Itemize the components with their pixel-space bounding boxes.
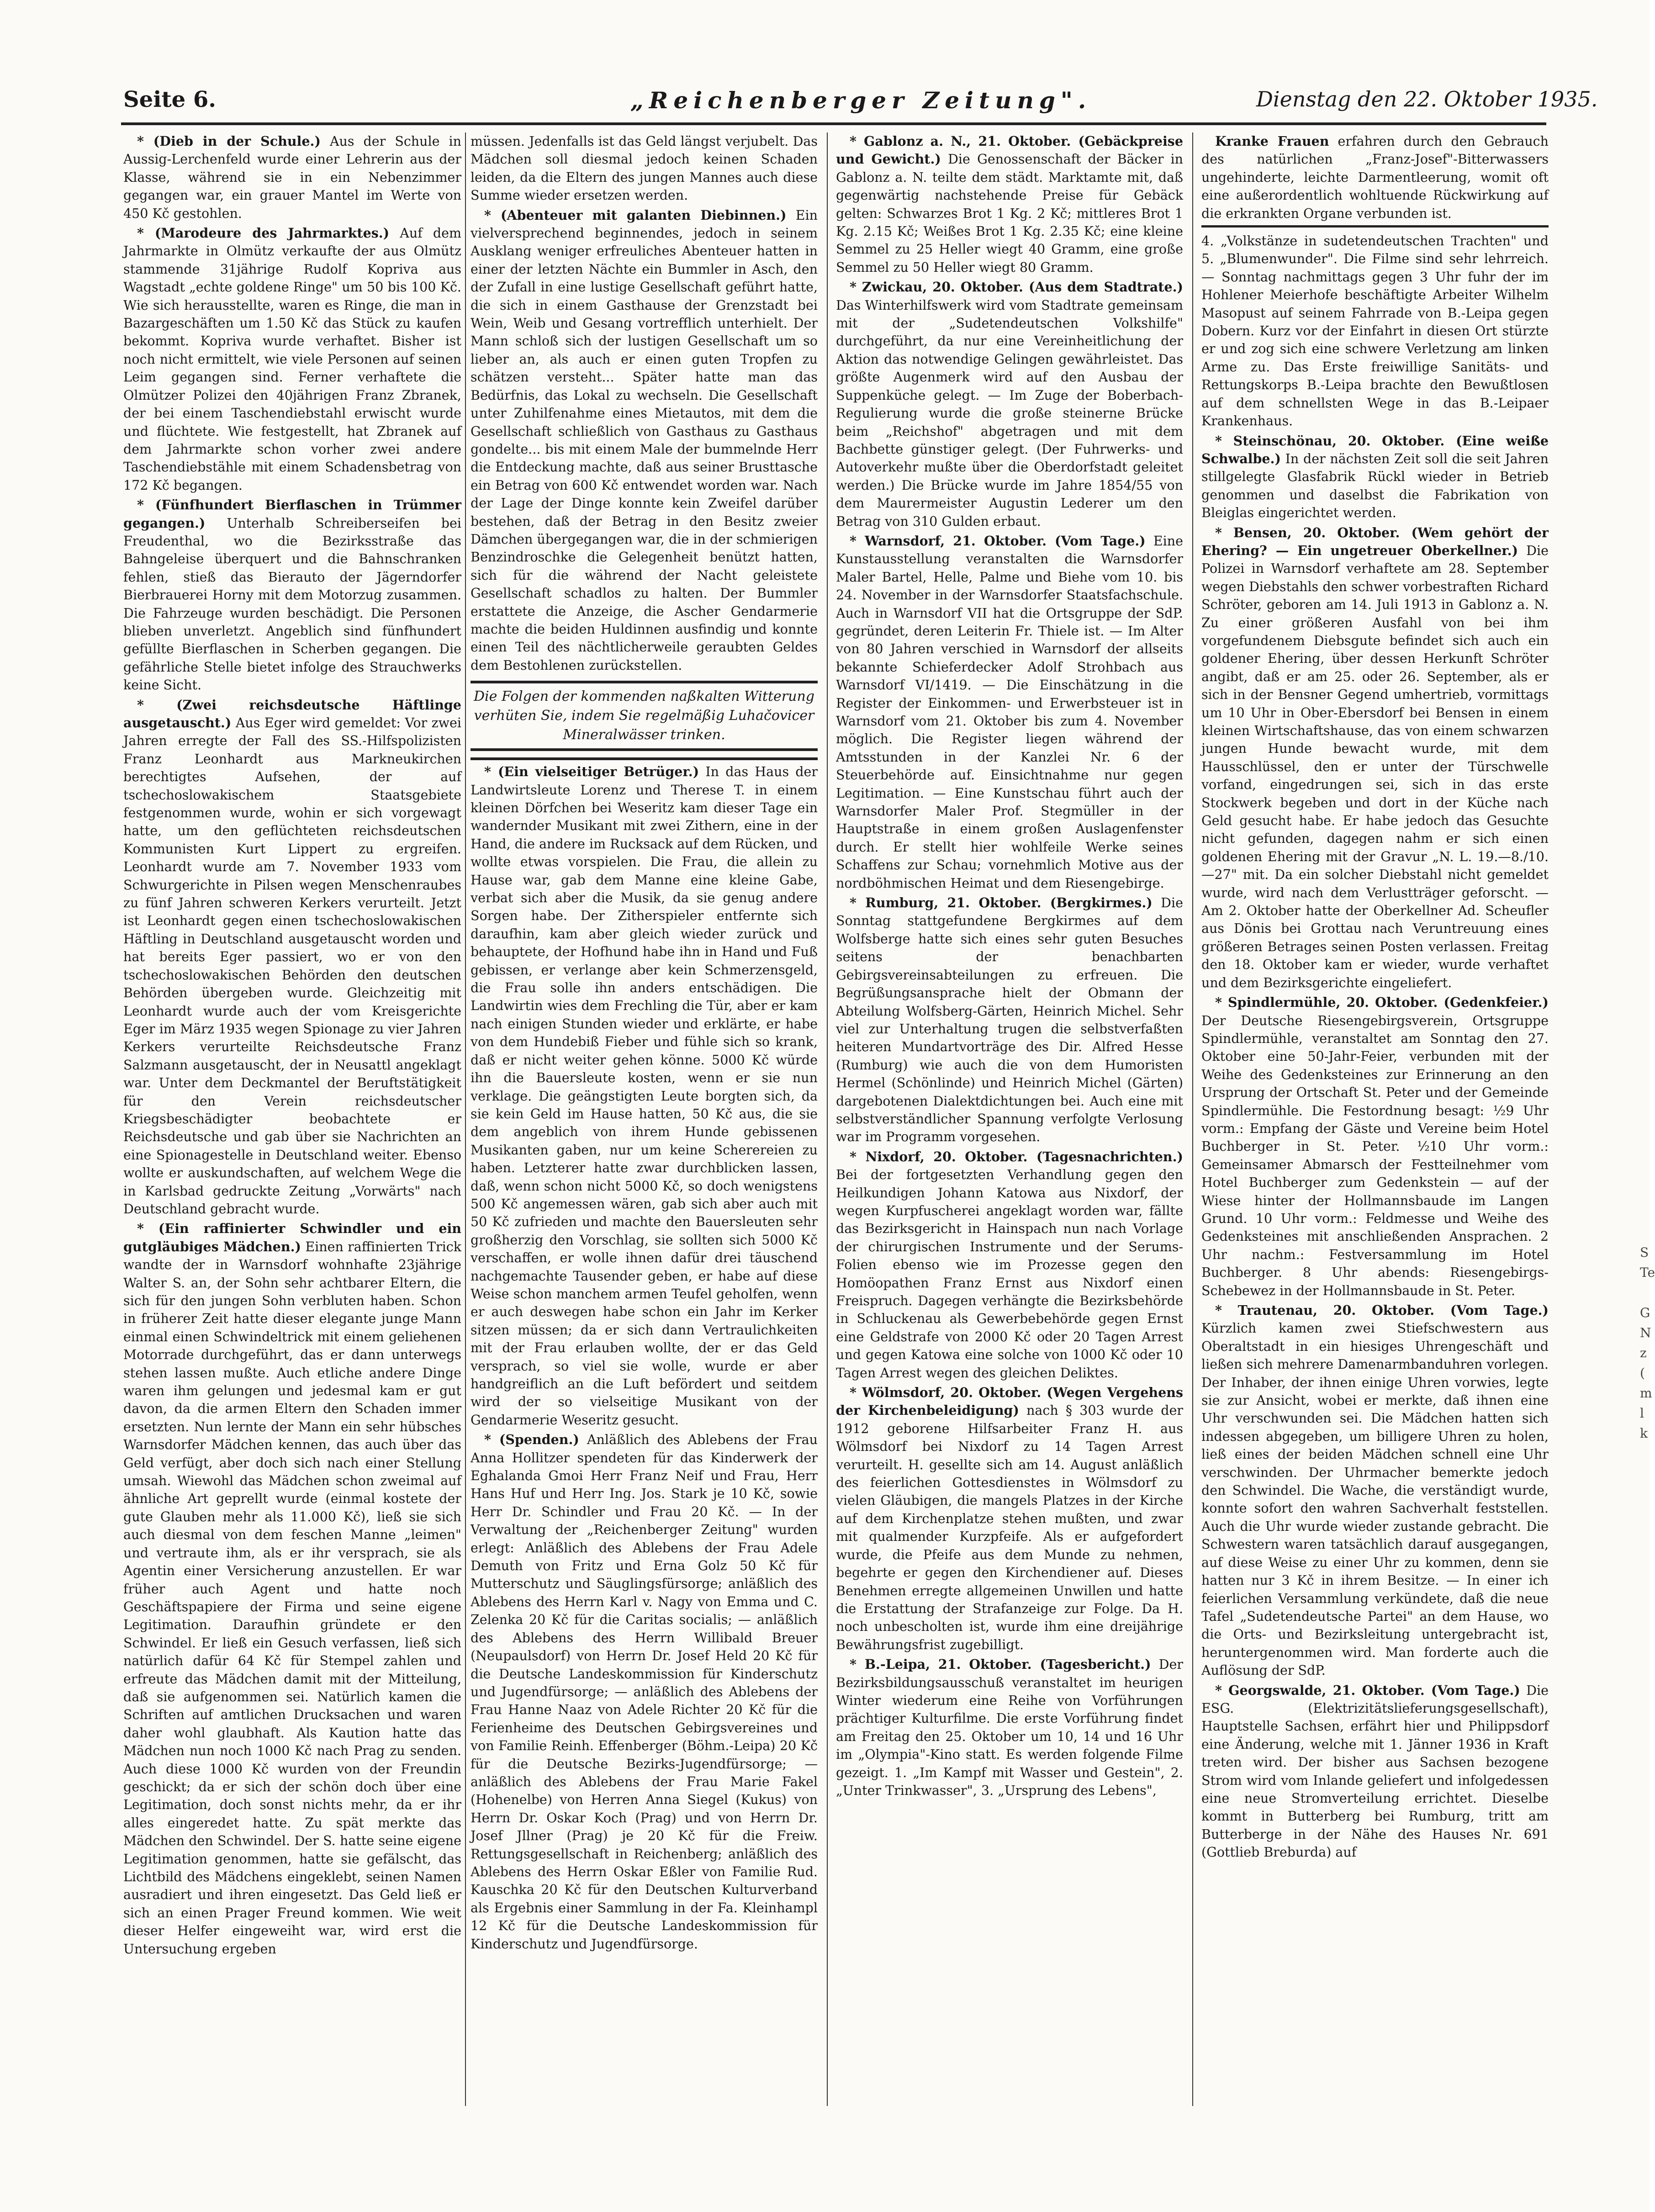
issue-date: Dienstag den 22. Oktober 1935. bbox=[1256, 87, 1598, 111]
article-body: nach § 303 wurde der 1912 geborene Hilfsarbeiter Franz H. aus Wölmsdorf bei Nixdorf zu 14 Tagen Arrest verurteilt. H. gesellte sich am 14. August anläßlich des feierlichen Gottesdienstes in Wölmsdorf zu vielen Gläubigen, die mangels Platzes in der Kirche auf dem Kirchenplatze stehen mußten, und zwar mit qualmender Kurzpfeife. Als er aufgefordert wurde, die Pfeife aus dem Munde zu nehmen, begehrte er gegen den Kirchendiener auf. Dieses Benehmen erregte allgemeinen Unwillen und hatte die Erstattung der Strafanzeige zur Folge. Da H. noch unbescholten ist, wurde ihm eine dreijährige Bewährungsfrist zugebilligt. bbox=[836, 1403, 1184, 1652]
article-body: In das Haus der Landwirtsleute Lorenz und Therese T. in einem kleinen Dörfchen bei Weseritz kam dieser Tage ein wandernder Musikant mit zwei Zithern, eine in der Hand, die andere im Rucksack auf dem Rücken, und wollte etwas vorspielen. Die Frau, die allein zu Hause war, gab dem Manne eine kleine Gabe, verbat sich aber die Musik, da sie genug andere Sorgen habe. Der Zitherspieler entfernte sich daraufhin, kam aber gleich wieder zurück und behauptete, der Hofhund habe ihn in Hand und Fuß gebissen, er verlange aber kein Schmerzensgeld, die Frau solle ihn anders entschädigen. Die Landwirtin wies dem Frechling die Tür, aber er kam nach einigen Stunden wieder und erklärte, er habe von dem Hundebiß Fieber und fühle sich so krank, daß er nicht weiter gehen könne. 5000 Kč würde ihn die Bauersleute kosten, wenn er sie nun verklage. Die geängstigten Leute borgten sich, da sie kein Geld im Hause hatten, 50 Kč aus, die sie dem angeblich von ihrem Hunde gebissenen Musikanten gaben, nur um keine Scherereien zu haben. Letzterer hatte zwar durchblicken lassen, daß, wenn schon nicht 5000 Kč, so doch wenigstens 500 Kč angemessen wären, gab sich aber auch mit 50 Kč zufrieden und machte den Bauersleuten sehr großherzig den Vorschlag, sie sollten sich 5000 Kč verschaffen, er wolle ihnen dafür drei täuschend nachgemachte Tausender geben, er habe auf diese Weise schon manchem armen Teufel geholfen, wenn er auch deswegen habe schon ein Jahr im Kerker sitzen müssen; da er sich dann Vertraulichkeiten mit der Frau erlauben wollte, der er das Geld versprach, so viel sie wolle, wurde er aber handgreiflich an die Luft befördert und seitdem wird der so vielseitige Musikant von der Gendarmerie Weseritz gesucht. bbox=[471, 764, 818, 1428]
column-2 bbox=[471, 132, 818, 2120]
page-header bbox=[0, 87, 1650, 119]
article-paragraph bbox=[471, 1431, 818, 1953]
news-article bbox=[1201, 232, 1549, 430]
news-article bbox=[471, 132, 818, 205]
article-paragraph bbox=[836, 1656, 1183, 1799]
news-article bbox=[471, 763, 818, 1429]
article-headline: * (Marodeure des Jahrmarktes.) bbox=[137, 225, 390, 241]
news-article bbox=[1201, 1302, 1549, 1680]
article-paragraph bbox=[836, 532, 1183, 892]
article-body: Bei der fortgesetzten Verhandlung gegen den Heilkundigen Johann Katowa aus Nixdorf, der wegen Kurpfuscherei angeklagt worden war, fällte das Bezirksgericht in Hainspach nun nach Vorlage der chirurgischen Instrumente und der Serums-Folien ebenso wie im Prozesse gegen den Homöopathen Franz Ernst aus Nixdorf einen Freispruch. Dagegen verhängte die Bezirksbehörde in Schluckenau als Gewerbebehörde gegen Ernst eine Geldstrafe von 2000 Kč oder 20 Tagen Arrest und gegen Katowa eine solche von 1000 Kč oder 10 Tagen Arrest wegen des gleichen Deliktes. bbox=[836, 1167, 1183, 1381]
column-rule bbox=[827, 132, 828, 2106]
article-body: Das Winterhilfswerk wird vom Stadtrate gemeinsam mit der „Sudetendeutschen Volkshilfe" durchgeführt, da nur eine Vereinheitlichung der Aktion das notwendige Gelingen gewährleistet. Das größte Augenmerk wird auf den Ausbau der Suppenküche gelegt. — Im Zuge der Boberbach-Regulierung wurde die große steinerne Brücke beim „Reichshof" abgetragen und mit dem Bachbette günstiger gelegt. (Der Fuhrwerks- und Autoverkehr mußte über die Oberdorfstadt geleitet werden.) Die Brücke wurde im Jahre 1854/55 von dem Maurermeister Augustin Lederer um den Betrag von 310 Gulden erbaut. bbox=[836, 297, 1183, 529]
article-headline: * (Abenteuer mit galanten Diebinnen.) bbox=[484, 207, 787, 223]
article-headline: * Georgswalde, 21. Oktober. (Vom Tage.) bbox=[1215, 1682, 1520, 1698]
article-paragraph bbox=[1201, 132, 1549, 222]
article-paragraph bbox=[123, 496, 461, 694]
newspaper-title: „Reichenberger Zeitung". bbox=[630, 87, 1092, 114]
article-paragraph bbox=[1201, 432, 1549, 522]
article-headline: * Rumburg, 21. Oktober. (Bergkirmes.) bbox=[850, 895, 1153, 911]
news-article bbox=[836, 532, 1183, 892]
news-article bbox=[123, 496, 461, 694]
news-article bbox=[123, 224, 461, 494]
article-headline: * (Ein vielseitiger Betrüger.) bbox=[484, 764, 699, 780]
article-body: Die ESG. (Elektrizitätslieferungsgesellschaft), Hauptstelle Sachsen, erfährt hier und Philippsdorf eine Änderung, welche mit 1. Jänner 1936 in Kraft treten wird. Der bisher aus Sachsen bezogene Strom wird vom Inlande geliefert und infolgedessen eine neue Stromverteilung errichtet. Dieselbe kommt in Butterberg bei Rumburg, tritt am Butterberge in der Nähe des Hauses Nr. 691 (Gottlieb Breburda) auf bbox=[1201, 1683, 1549, 1860]
article-paragraph bbox=[471, 132, 818, 205]
article-headline: * B.-Leipa, 21. Oktober. (Tagesbericht.) bbox=[850, 1656, 1151, 1672]
article-headline: * Wölmsdorf, 20. Oktober. (Wegen Vergehens der Kirchenbeleidigung) bbox=[836, 1385, 1183, 1418]
adjacent-page-edge: S Te G N z ( m l k bbox=[1640, 1245, 1655, 1441]
article-body: Anläßlich des Ablebens der Frau Anna Hollitzer spendeten für das Kinderwerk der Eghalanda Gmoi Herr Franz Neif und Frau, Herr Hans Huf und Herr Ing. Jos. Stark je 10 Kč, sowie Herr Dr. Schindler und Frau 20 Kč. — In der Verwaltung der „Reichenberger Zeitung" wurden erlegt: Anläßlich des Ablebens der Frau Adele Demuth von Fritz und Erna Golz 50 Kč für Mutterschutz und Säuglingsfürsorge; anläßlich des Ablebens des Herrn Karl v. Nagy von Emma und C. Zelenka 20 Kč für die Caritas socialis; — anläßlich des Ablebens des Herrn Willibald Breuer (Neupaulsdorf) von Herrn Dr. Josef Held 20 Kč für die Deutsche Landeskommission für Kinderschutz und Jugendfürsorge; — anläßlich des Ablebens der Frau Hanne Naaz von Adele Richter 20 Kč für die Ferienheime des Deutschen Gebirgsvereines und von Familie Reinh. Effenberger (Böhm.-Leipa) 20 Kč für die Deutsche Bezirks-Jugendfürsorge; — anläßlich des Ablebens der Frau Marie Fakel (Hohenelbe) von Herren Anna Siegel (Kukus) von Herrn Dr. Oskar Koch (Prag) und von Herrn Dr. Josef Jllner (Prag) je 20 Kč für die Freiw. Rettungsgesellschaft in Reichenberg; anläßlich des Ablebens des Herrn Oskar Eßler von Familie Rud. Kauschka 20 Kč für den Deutschen Kulturverband als Ergebnis einer Sammlung in der Fa. Kleinhampl 12 Kč für die Deutsche Landeskommission für Kinderschutz und Jugendfürsorge. bbox=[471, 1432, 818, 1952]
article-headline: * (Dieb in der Schule.) bbox=[137, 133, 321, 149]
news-article bbox=[1201, 1682, 1549, 1862]
news-article bbox=[123, 132, 461, 222]
section-rule bbox=[471, 757, 818, 760]
article-body: Auf dem Jahrmarkte in Olmütz verkaufte der aus Olmütz stammende 31jährige Rudolf Kopriva aus Wagstadt „echte goldene Ringe" um 50 bis 100 Kč. Wie sich herausstellte, waren es Ringe, die man in Bazargeschäften um 1.50 Kč das Stück zu kaufen bekommt. Kopriva wurde verhaftet. Bisher ist noch nicht ermittelt, wie viele Personen auf seinen Leim gegangen sind. Ferner verhaftete die Olmützer Polizei den 40jährigen Franz Zbranek, der bei einem Taschendiebstahl erwischt wurde und flüchtete. Wie festgestellt, hat Zbranek auf dem Jahrmarkte schon vorher zwei andere Taschendiebstähle mit einem Schadensbetrag von 172 Kč begangen. bbox=[123, 226, 461, 493]
article-paragraph bbox=[123, 224, 461, 494]
article-paragraph bbox=[471, 763, 818, 1429]
article-headline: * Gablonz a. N., 21. Oktober. (Gebäckpreise und Gewicht.) bbox=[836, 133, 1183, 167]
article-body: Einen raffinierten Trick wandte der in Warnsdorf wohnhafte 23jährige Walter S. an, der Sohn sehr achtbarer Eltern, die sich für den jungen Sohn verbluten haben. Schon in früherer Zeit hatte dieser elegante junge Mann einmal einen Schwindeltrick mit einem geliehenen Motorrade durchgeführt, das er dann unterwegs stehen lassen mußte. Auch etliche andere Dinge waren ihm gelungen und jedesmal kam er gut davon, da die armen Eltern den Schaden immer ersetzten. Nun lernte der Mann ein sehr hübsches Warnsdorfer Mädchen kennen, das auch über das Geld verfügt, aber doch sich nach einer Stellung umsah. Wiewohl das Mädchen schon zweimal auf ähnliche Art geprellt wurde (einmal kostete der gute Glauben mehr als 11.000 Kč), ließ sie sich auch diesmal von dem feschen Manne „leimen" und vertraute ihm, als er ihr versprach, sie als Agentin einer Versicherung anzustellen. Er war früher auch Agent und hatte noch Geschäftspapiere der Firma und seine eigene Legitimation. Daraufhin gründete er den Schwindel. Er ließ ein Gesuch verfassen, ließ sich natürlich dafür 64 Kč für Stempel zahlen und erfreute das Mädchen damit mit der Mitteilung, daß sie aufgenommen sei. Natürlich kamen die Schriften auf amtlichen Drucksachen und waren daher wohl glaubhaft. Als Kaution hatte das Mädchen nun noch 1000 Kč nach Prag zu senden. Auch diese 1000 Kč wurden von der Freundin geschickt; da er sich der schön doch über eine Legitimation, doch sonst nichts mehr, da er ihr alles eingeredet hatte. Zu spät merkte das Mädchen den Schwindel. Der S. hatte seine eigene Legitimation genommen, hatte sie gefälscht, das Lichtbild des Mädchens eingeklebt, seinen Namen ausradiert und ihren eingesetzt. Das Geld ließ er sich an einen Prager Freund kommen. Wie weit dieser Helfer eingeweiht war, wird erst die Untersuchung ergeben bbox=[123, 1239, 461, 1957]
article-body: Kürzlich kamen zwei Stiefschwestern aus Oberaltstadt in ein hiesiges Uhrengeschäft und ließen sich mehrere Damenarmbanduhren vorlegen. Der Inhaber, der ihnen einige Uhren vorwies, legte sie zur Ansicht, wobei er merkte, daß ihnen eine Uhr verschwunden sei. Die Mädchen hatten sich indessen abgegeben, um billigere Uhren zu holen, ließ eines der beiden Mädchen schnell eine Uhr verschwinden. Der Uhrmacher bemerkte jedoch den Schwindel. Die Wache, die verständigt wurde, konnte sofort den wahren Sachverhalt feststellen. Auch die Uhr wurde wieder zustande gebracht. Die Schwestern waren tatsächlich darauf ausgegangen, auf diese Weise zu einer Uhr zu kommen, denn sie hatten nur 3 Kč in ihrem Besitze. — In einer ich feierlichen Versammlung verkündete, daß die neue Tafel „Sudetendeutsche Partei" an dem Hause, wo die Orts- und Bezirksleitung untergebracht ist, heruntergenommen wird. Man forderte auch die Auflösung der SdP. bbox=[1201, 1321, 1549, 1678]
article-paragraph bbox=[1201, 1302, 1549, 1680]
article-headline: * (Fünfhundert Bierflaschen in Trümmer gegangen.) bbox=[123, 497, 461, 531]
article-body: Die Polizei in Warnsdorf verhaftete am 28. September wegen Diebstahls den schwer vorbestraften Richard Schröter, geboren am 14. Juli 1913 in Gablonz a. N. Zu einer größeren Ausfahl von bei ihm vorgefundenem Diebsgute befindet sich auch ein goldener Ehering, über dessen Herkunft Schröter angibt, daß er am 25. oder 26. September, als er sich in der Bensner Gegend umhertrieb, vormittags um 10 Uhr in Ober-Ebersdorf bei Bensen in einem kleinen Wirtschaftshause, das von einem schwarzen jungen Hunde bewacht wurde, mit dem Hausschlüssel, den er unter der Türschwelle vorfand, eingedrungen sei, sich in das erste Stockwerk begeben und dort in der Küche nach Geld gesucht habe. Er habe jedoch das Gesuchte nicht gefunden, dagegen nahm er sich einen goldenen Ehering mit der Gravur „N. L. 19.—8./10.—27" mit. Da ein solcher Diebstahl nicht gemeldet wurde, wird nach dem Verlustträger geforscht. — Am 2. Oktober hatte der Oberkellner Ad. Scheufler aus Dönis bei Grottau nach Veruntreuung eines größeren Betrages seinen Posten verlassen. Freitag den 18. Oktober kam er wieder, wurde verhaftet und dem Bezirksgerichte eingeliefert. bbox=[1201, 543, 1549, 990]
article-headline: * Spindlermühle, 20. Oktober. (Gedenkfeier.) bbox=[1215, 995, 1549, 1011]
news-article bbox=[1201, 132, 1549, 228]
article-body: Der Deutsche Riesengebirgsverein, Ortsgruppe Spindlermühle, veranstaltet am Sonntag den 27. Oktober eine 50-Jahr-Feier, verbunden mit der Weihe des Gedenksteines zur Erinnerung an den Ursprung der Ortschaft St. Peter und der Gemeinde Spindlermühle. Die Festordnung besagt: ½9 Uhr vorm.: Empfang der Gäste und Vereine beim Hotel Buchberger in St. Peter. ½10 Uhr vorm.: Gemeinsamer Abmarsch der Festteilnehmer vom Hotel Buchberger zum Gedenkstein — auf der Wiese hinter der Hollmannsbaude im Langen Grund. 10 Uhr vorm.: Feldmesse und Weihe des Gedenksteines mit anschließenden Ansprachen. 2 Uhr nachm.: Festversammlung im Hotel Buchberger. 8 Uhr abends: Riesengebirgs-Schebewez in der Hollmannsbaude in St. Peter. bbox=[1201, 1013, 1549, 1298]
article-headline: * Steinschönau, 20. Oktober. (Eine weiße Schwalbe.) bbox=[1201, 433, 1549, 466]
news-article bbox=[836, 1384, 1183, 1654]
column-4 bbox=[1201, 132, 1549, 2120]
news-article bbox=[123, 696, 461, 1218]
news-article bbox=[836, 278, 1183, 530]
column-rule bbox=[465, 132, 466, 2106]
column-3 bbox=[836, 132, 1183, 2120]
article-headline: * (Ein raffinierter Schwindler und ein gutgläubiges Mädchen.) bbox=[123, 1221, 461, 1254]
article-headline: * (Zwei reichsdeutsche Häftlinge ausgetauscht.) bbox=[123, 697, 461, 730]
article-paragraph bbox=[1201, 994, 1549, 1300]
article-body: müssen. Jedenfalls ist das Geld längst verjubelt. Das Mädchen soll diesmal jedoch keinen Schaden leiden, da die Eltern des jungen Mannes auch diese Summe wieder ersetzen werden. bbox=[471, 134, 818, 203]
news-article bbox=[836, 894, 1183, 1146]
article-headline: * Zwickau, 20. Oktober. (Aus dem Stadtrate.) bbox=[850, 279, 1183, 295]
news-article bbox=[123, 1220, 461, 1958]
article-paragraph bbox=[123, 1220, 461, 1958]
article-paragraph bbox=[836, 894, 1183, 1146]
article-paragraph bbox=[1201, 232, 1549, 430]
column-1 bbox=[123, 132, 461, 2120]
article-body: 4. „Volkstänze in sudetendeutschen Trachten" und 5. „Blumenwunder". Die Filme sind sehr lehrreich. — Sonntag nachmittags gegen 3 Uhr fuhr der im Hohlener Meierhofe beschäftigte Arbeiter Wilhelm Masopust auf seinem Fahrrade von B.-Leipa gegen Dobern. Kurz vor der Einfahrt in diesen Ort stürzte er und zog sich eine schwere Verletzung am linken Arme zu. Das Erste freiwillige Sanitäts- und Rettungskorps B.-Leipa brachte den Bewußtlosen auf dem schnellsten Wege in das B.-Leipaer Krankenhaus. bbox=[1201, 233, 1549, 429]
article-headline: * Warnsdorf, 21. Oktober. (Vom Tage.) bbox=[850, 533, 1146, 549]
news-article bbox=[1201, 432, 1549, 522]
article-body: In der nächsten Zeit soll die seit Jahren stillgelegte Glasfabrik Rückl wieder in Betrieb genommen und daselbst die Fabrikation von Bleiglas eingerichtet werden. bbox=[1201, 451, 1549, 521]
article-body: Eine Kunstausstellung veranstalten die Warnsdorfer Maler Bartel, Helle, Palme und Biehe vom 10. bis 24. November in der Warnsdorfer Staatsfachschule. Auch in Warnsdorf VII hat die Ortsgruppe der SdP. gegründet, deren Leiterin Fr. Thiele ist. — Im Alter von 80 Jahren verschied in Warnsdorf der allseits bekannte Schieferdecker Adolf Strohbach aus Warnsdorf VI/1419. — Die Einschätzung in die Register der Einkommen- und Erwerbsteuer ist in Warnsdorf vom 21. Oktober bis zum 4. November möglich. Die Register liegen während der Amtsstunden in der Kanzlei Nr. 6 der Steuerbehörde auf. Einsichtnahme nur gegen Legitimation. — Eine Kunstschau führt auch der Warnsdorfer Maler Prof. Stegmüller in der Hauptstraße in einem großen Auslagenfenster durch. Er stellt hier wohlfeile Werke seines Schaffens zur Schau; vornehmlich Motive aus der nordböhmischen Heimat und dem Riesengebirge. bbox=[836, 533, 1184, 891]
article-headline: * Nixdorf, 20. Oktober. (Tagesnachrichten.) bbox=[850, 1148, 1183, 1164]
article-paragraph bbox=[471, 206, 818, 675]
news-article bbox=[836, 132, 1183, 276]
advertisement: Die Folgen der kommenden naßkalten Witterung verhüten Sie, indem Sie regelmäßig Luhačovicer Mineralwässer trinken. bbox=[471, 681, 818, 751]
column-rule bbox=[1192, 132, 1193, 2106]
article-headline: Kranke Frauen bbox=[1215, 133, 1329, 149]
article-body: Unterhalb Schreiberseifen bei Freudenthal, wo die Bezirksstraße das Bahngeleise überquert und die Bahnschranken fehlen, stieß das Bierauto der Jägerndorfer Bierbrauerei Horny mit dem Motorzug zusammen. Die Fahrzeuge wurden beschädigt. Die Personen blieben unverletzt. Angeblich sind fünfhundert gefüllte Bierflaschen in Scherben gegangen. Die gefährliche Stelle bietet infolge des Strauchwerks keine Sicht. bbox=[123, 515, 461, 693]
article-body: Aus der Schule in Aussig-Lerchenfeld wurde einer Lehrerin aus der Klasse, während sie in ein Nebenzimmer gegangen war, ein grauer Mantel im Werte von 450 Kč gestohlen. bbox=[123, 134, 462, 221]
news-article bbox=[836, 1656, 1183, 1799]
news-article bbox=[471, 1431, 818, 1953]
article-body: Die Genossenschaft der Bäcker in Gablonz a. N. teilte dem städt. Marktamte mit, daß gegenwärtig nachstehende Preise für Gebäck gelten: Schwarzes Brot 1 Kg. 2 Kč; mittleres Brot 1 Kg. 2.15 Kč; Weißes Brot 1 Kg. 2.35 Kč; eine kleine Semmel zu 25 Heller wiegt 40 Gramm, eine große Semmel zu 50 Heller wiegt 80 Gramm. bbox=[836, 152, 1183, 275]
header-rule bbox=[121, 122, 1546, 125]
article-headline: * Bensen, 20. Oktober. (Wem gehört der Ehering? — Ein ungetreuer Oberkellner.) bbox=[1201, 524, 1549, 558]
page-number: Seite 6. bbox=[123, 87, 216, 112]
article-body: erfahren durch den Gebrauch des natürlichen „Franz-Josef"-Bitterwassers ungehinderte, leichte Darmentleerung, womit oft eine außerordentlich wohltuende Rückwirkung auf die erkrankten Organe verbunden ist. bbox=[1201, 134, 1549, 221]
article-paragraph bbox=[123, 132, 461, 222]
news-article bbox=[1201, 994, 1549, 1300]
article-paragraph bbox=[1201, 524, 1549, 992]
news-article bbox=[471, 206, 818, 675]
article-paragraph bbox=[123, 696, 461, 1218]
article-paragraph bbox=[836, 1384, 1183, 1654]
article-body: Der Bezirksbildungsausschuß veranstaltet im heurigen Winter wiederum eine Reihe von Vorführungen prächtiger Kulturfilme. Die erste Vorführung findet am Freitag den 25. Oktober um 10, 14 und 16 Uhr im „Olympia"-Kino statt. Es werden folgende Filme gezeigt. 1. „Im Kampf mit Wasser und Gestein", 2. „Unter Trinkwasser", 3. „Ursprung des Lebens", bbox=[836, 1657, 1184, 1798]
article-paragraph bbox=[836, 278, 1183, 530]
article-headline: * (Spenden.) bbox=[484, 1432, 579, 1448]
article-headline: * Trautenau, 20. Oktober. (Vom Tage.) bbox=[1215, 1302, 1549, 1318]
article-paragraph bbox=[836, 1148, 1183, 1382]
article-body: Die Sonntag stattgefundene Bergkirmes auf dem Wolfsberge hatte sich eines sehr guten Besuches seitens der benachbarten Gebirgsvereinsabteilungen zu erfreuen. Die Begrüßungsansprache hielt der Obmann der Abteilung Wolfsberg-Gärten, Heinrich Michel. Sehr viel zur Unterhaltung trugen die selbstverfaßten heiteren Mundartvorträge des Dir. Alfred Hesse (Rumburg) wie auch die von dem Humoristen Hermel (Schönlinde) und Heinrich Michel (Gärten) dargebotenen Dialektdichtungen bei. Auch eine mit selbstverständlicher Spannung verfolgte Verlosung war im Programm vorgesehen. bbox=[836, 895, 1183, 1145]
article-paragraph bbox=[836, 132, 1183, 276]
article-body: Aus Eger wird gemeldet: Vor zwei Jahren erregte der Fall des SS.-Hilfspolizisten Franz Leonhardt aus Markneukirchen berechtigtes Aufsehen, der auf tschechoslowakischem Staatsgebiete festgenommen wurde, wohin er sich vorgewagt hatte, um den geflüchteten reichsdeutschen Kommunisten Kurt Lippert zu ergreifen. Leonhardt wurde am 7. November 1933 vom Schwurgerichte in Pilsen wegen Menschenraubes zu fünf Jahren schweren Kerkers verurteilt. Jetzt ist Leonhardt gegen einen tschechoslowakischen Häftling in Deutschland ausgetauscht worden und hat bereits Eger passiert, wo er von den tschechoslowakischen Behörden den deutschen Behörden übergeben wurde. Gleichzeitig mit Leonhardt wurde auch der vom Kreisgerichte Eger im März 1935 wegen Spionage zu vier Jahren Kerkers verurteilte Reichsdeutsche Franz Salzmann ausgetauscht, der in Neusattl angeklagt war. Unter dem Deckmantel der Beruftstätigkeit für den Verein reichsdeutscher Kriegsbeschädigter beobachtete er Reichsdeutsche und gab über sie Nachrichten an eine Spionagestelle in Deutschland weiter. Ebenso wollte er auskundschaften, auf welchem Wege die in Karlsbad gedruckte Zeitung „Vorwärts" nach Deutschland gebracht wurde. bbox=[123, 715, 462, 1217]
article-paragraph bbox=[1201, 1682, 1549, 1862]
news-article bbox=[1201, 524, 1549, 992]
news-article bbox=[836, 1148, 1183, 1382]
article-body: Ein vielversprechend beginnendes, jedoch in seinem Ausklang weniger erfreuliches Abenteuer hatten in einer der letzten Nächte ein Bummler in Asch, den der Zufall in eine lustige Gesellschaft geführt hatte, die sich in einem Gasthause der Grenzstadt bei Wein, Weib und Gesang vortrefflich unterhielt. Der Mann schloß sich der lustigen Gesellschaft um so lieber an, als auch er einen guten Tropfen zu schätzen versteht... Später hatte man das Bedürfnis, das Lokal zu wechseln. Die Gesellschaft unter Zuhilfenahme eines Mietautos, mit dem die Gesellschaft schließlich von Gasthaus zu Gasthaus gondelte... bis mit einem Male der bummelnde Herr die Entdeckung machte, daß aus seiner Brusttasche ein Betrag von 600 Kč entwendet worden war. Nach der Lage der Dinge konnte kein Zweifel darüber bestehen, daß der Betrag in den Besitz zweier Dämchen übergegangen war, die in der schmierigen Benzindroschke die Gelegenheit benützt hatten, sich für die während der Nacht geleistete Gesellschaft schadlos zu halten. Der Bummler erstattete die Anzeige, die Ascher Gendarmerie machte die beiden Huldinnen ausfindig und konnte einen Teil des nächtlicherweile geraubten Geldes dem Bestohlenen zurückstellen. bbox=[471, 207, 818, 673]
